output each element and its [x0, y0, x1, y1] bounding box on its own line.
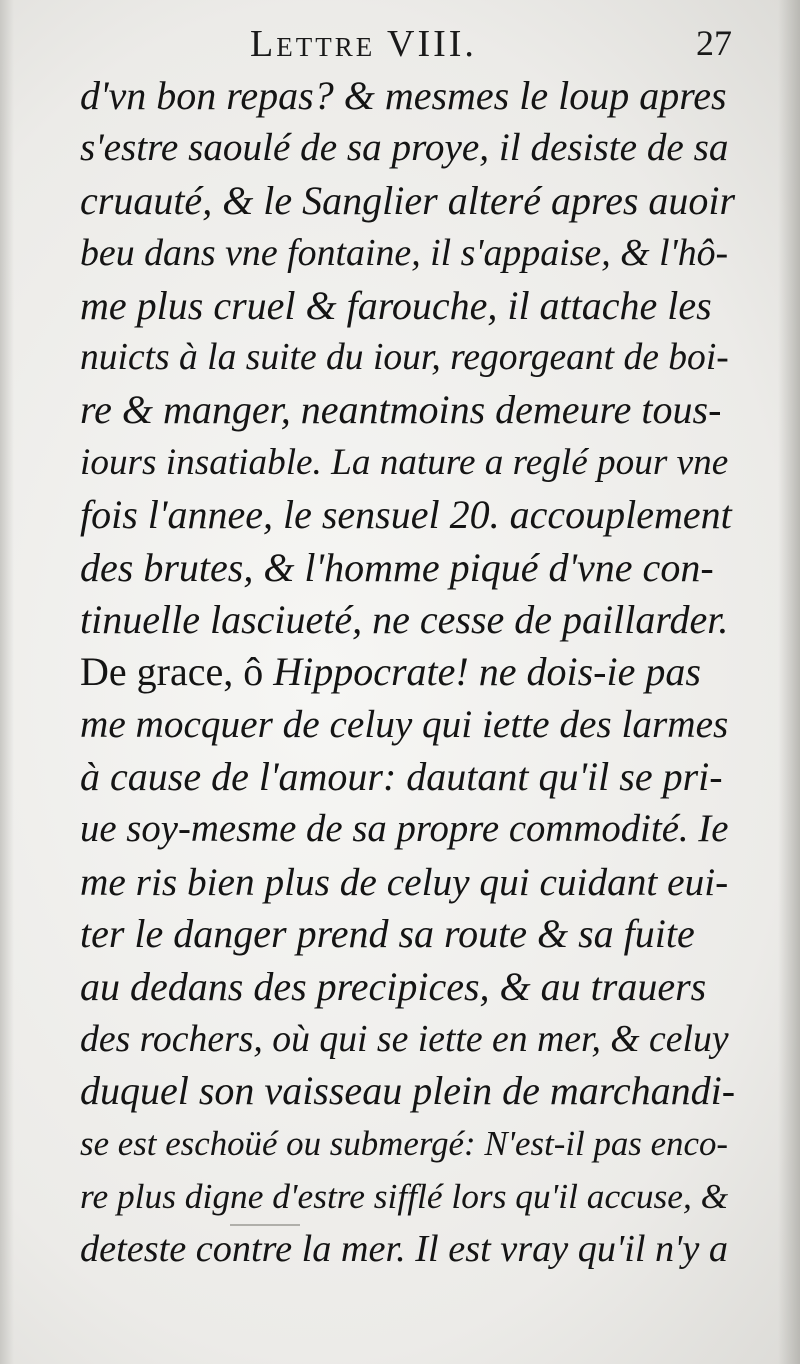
text-line: à cause de l'amour: dautant qu'il se pri-: [80, 754, 723, 800]
text-line: beu dans vne fontaine, il s'appaise, & l'hô-: [80, 232, 729, 275]
text-line: duquel son vaisseau plein de marchandi-: [80, 1068, 736, 1114]
text-line: re & manger, neantmoins demeure tous-: [80, 387, 722, 433]
text-line: re plus digne d'estre sifflé lors qu'il accuse, &: [80, 1176, 729, 1217]
text-line: me mocquer de celuy qui iette des larmes: [80, 702, 729, 746]
text-line: au dedans des precipices, & au trauers: [80, 963, 707, 1009]
text-line: deteste contre la mer. Il est vray qu'il n'y a: [80, 1227, 729, 1270]
text-line-rest: Hippocrate! ne dois-ie pas: [273, 649, 701, 695]
text-line: d'vn bon repas? & mesmes le loup apres: [80, 73, 727, 118]
text-line: cruauté, & le Sanglier alteré apres auoir: [80, 177, 736, 223]
text-line: iours insatiable. La nature a reglé pour vne: [80, 441, 729, 483]
text-line: des rochers, où qui se iette en mer, & celuy: [80, 1018, 729, 1061]
text-line: me plus cruel & farouche, il attache les: [80, 282, 712, 328]
running-title: Lettre VIII.: [250, 23, 477, 65]
text-line: me ris bien plus de celuy qui cuidant eui-: [80, 859, 729, 904]
text-line: se est eschoüé ou submergé: N'est-il pas enco-: [80, 1123, 728, 1163]
page-shadow-left: [0, 0, 14, 1364]
text-line-de-grace: [80, 646, 735, 698]
text-line: ter le danger prend sa route & sa fuite: [80, 911, 695, 957]
print-rule-mark: [230, 1224, 300, 1226]
page-shadow-right: [778, 0, 800, 1364]
text-line: s'estre saoulé de sa proye, il desiste de sa: [80, 126, 729, 170]
text-line: ue soy-mesme de sa propre commodité. Ie: [80, 807, 729, 851]
body-text: [80, 70, 735, 1275]
text-line: fois l'annee, le sensuel 20. accouplement: [80, 492, 732, 538]
page-header: [80, 22, 740, 68]
text-line: tinuelle lasciueté, ne cesse de paillarder.: [80, 596, 729, 642]
text-line: des brutes, & l'homme piqué d'vne con-: [80, 544, 714, 590]
page-number: 27: [696, 23, 732, 63]
text-line: nuicts à la suite du iour, regorgeant de boi-: [80, 336, 729, 378]
text-line-lead: De grace, ô: [80, 649, 274, 695]
